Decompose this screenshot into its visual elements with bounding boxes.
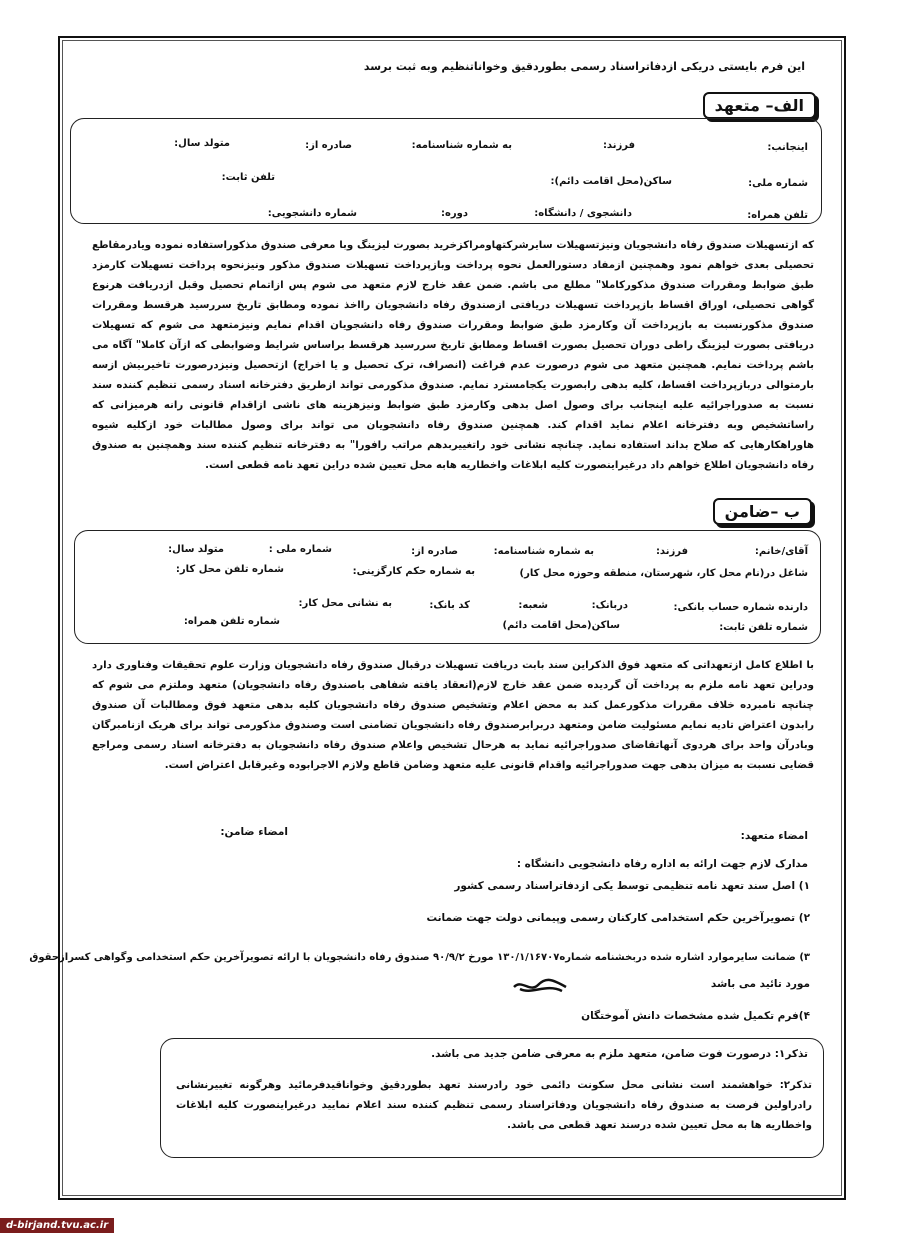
field-landline: تلفن ثابت: (221, 172, 275, 183)
guarantor-employed: شاغل در(نام محل کار، شهرستان، منطقه وحوزه محل کار) (519, 568, 808, 579)
field-issued: صادره از: (305, 140, 352, 151)
section-a-paragraph: که ازتسهیلات صندوق رفاه دانشجویان ونیزتسهیلات سایرشرکتهاومراکزخرید بصورت لیزینگ وبا معرفی صندوق مذکوراستفاده نموده ویادرمقاطع تحصیلی بعدی خواهم نمود وهمچنین ازمفاد دستورالعمل نحوه پرداخت وبازپرداخت تسهیلات صندوق مذکور ونیزنحوه پرداخت تسهیلات کارمزد طبق ضوابط ومقررات صندوق مذکورکاملا" مطلع می باشم. ضمن عقد خارج لازم متعهد می شوم پس ازاتمام تحصیل وقبل ازدریافت هرنوع گواهی تحصیلی، اوراق اقساط بازپرداخت تسهیلات دریافتی ازصندوق رفاه دانشجویان رااخذ نموده ومطابق تاریخ سررسید هرقسط ومقررات صندوق مذکورنسبت به بازپرداخت آن وکارمزد طبق ضوابط ومقررات صندوق رفاه دانشجویان اقدام نمایم ونیزمتعهد می شوم که تسهیلات دریافتی بصورت لیزینگ راطی دوران تحصیل بصورت اقساط ومطابق تاریخ سررسید هرقسط براساس شرایط وضوابطی که ازآن کاملا" آگاه می باشم پرداخت نمایم. همچنین متعهد می شوم درصورت عدم فراغت (انصراف، ترک تحصیل و یا اخراج) ازتحصیل ونیزدرصورت تاخیربیش ازسه بارمتوالی دربازپرداخت اقساط، کلیه بدهی رابصورت یکجامسترد نمایم. صندوق مذکورمی تواند ازطریق دفترخانه اسناد رسمی تنظیم کننده سند نسبت به صدوراجرائیه علیه اینجانب برای وصول اصل بدهی وکارمزد طبق ضوابط ونیزهزینه های ناشی ازاقدام قانونی رانه هرمیزانی که راساتشخیص وبه دفترخانه اعلام نماید اقدام کند. همچنین صندوق رفاه دانشجویان می تواند برای وصول مطالبات خود ازکلیه شیوه هاوراهکارهایی که صلاح بداند استفاده نماید. چنانچه نشانی خود راتغییربدهم مراتب رافورا" به دفترخانه تنظیم کننده سند وهمچنین به صندوق رفاه دانشجویان اطلاع خواهم داد درغیراینصورت کلیه ابلاغات واخطاریه هابه محل تعیین شده دراین تعهد نامه قطعی است. (92, 240, 814, 471)
guarantor-account: دارنده شماره حساب بانکی: (673, 602, 808, 613)
guarantor-id-no: به شماره شناسنامه: (493, 546, 594, 557)
guarantor-bank: دربانک: (591, 600, 628, 611)
guarantor-work-phone: شماره تلفن محل کار: (175, 564, 284, 575)
guarantor-born: متولد سال: (168, 544, 224, 555)
field-student-no: شماره دانشجویی: (267, 208, 357, 219)
field-id-no: به شماره شناسنامه: (411, 140, 512, 151)
documents-title: مدارک لازم جهت ارائه به اداره رفاه دانشجویی دانشگاه : (516, 858, 808, 870)
document-item-3-cont: مورد تائید می باشد (710, 978, 810, 990)
field-child-of: فرزند: (602, 140, 635, 151)
guarantor-work-address: به نشانی محل کار: (298, 598, 392, 609)
guarantor-issued: صادره از: (411, 546, 458, 557)
note-2: تذکر۲: خواهشمند است نشانی محل سکونت دائمی خود رادرسند تعهد بطوردقیق وخواناقیدفرمائید وهرگونه تغییرنشانی رادراولین فرصت به صندوق رفاه دانشجویان ودفاتراسناد رسمی تنظیم کننده سند اعلام نمایید درغیراینصورت کلیه ابلاغات واخطاریه ها به محل تعیین شده درسند تعهد قطعی می باشد. (176, 1080, 812, 1131)
field-student-univ: دانشجوی / دانشگاه: (534, 208, 632, 219)
document-item-3: ۳) ضمانت سایرموارد اشاره شده دربخشنامه شماره۱۳۰/۱/۱۶۷۰۷ مورخ ۹۰/۹/۲ صندوق رفاه دانشجویان با ارائه تصویرآخرین حکم استخدامی وگواهی کسرازحقوق (29, 952, 810, 963)
field-born: متولد سال: (174, 138, 230, 149)
section-a-title: الف– متعهد (703, 92, 816, 119)
field-address: ساکن(محل اقامت دائم): (550, 176, 672, 187)
section-b-paragraph: با اطلاع کامل ازتعهداتی که متعهد فوق الذکراین سند بابت دریافت تسهیلات درقبال صندوق رفاه دانشجویان وزارت علوم تحقیقات وفناوری دارد ودراین تعهد نامه ملزم به پرداخت آن گردیده ضمن عقد خارج لازم(انعقاد یافته شفاهی باصندوق رفاه دانشجویان) متعهد وملتزم می شوم که چنانچه نامبرده خلاف مقررات مذکورعمل کند به محض اعلام وتشخیص صندوق رفاه دانشجویان کلیه بدهی متعهد فوق ومطالبات آن صندوق رابدون اعتراض تادیه نمایم مسئولیت ضامن ومتعهد دربرابرصندوق رفاه دانشجویان تضامنی است وصندوق مذکورمی تواند برای هریک ازنامبرگان وبادرآن واحد برای هردوی آنهاتقاضای صدوراجرائیه نماید به هرحال تشخیص واعلام صندوق رفاه دانشجویان به دفترخانه اسناد رسمی ومراجع قضایی نسبت به میزان بدهی جهت صدوراجرائیه واقدام قانونی علیه متعهد وضامن قاطع ولازم الاجرابوده وغیرقابل اعتراض است. (92, 660, 814, 771)
footer-website[interactable]: d-birjand.tvu.ac.ir (0, 1218, 114, 1233)
guarantor-bank-code: کد بانک: (429, 600, 470, 611)
field-national-id: شماره ملی: (748, 178, 808, 189)
field-mobile: تلفن همراه: (747, 210, 808, 221)
guarantor-landline: شماره تلفن ثابت: (719, 622, 808, 633)
guarantor-mobile: شماره تلفن همراه: (183, 616, 280, 627)
guarantor-national-id: شماره ملی : (268, 544, 332, 555)
document-item-1: ۱) اصل سند تعهد نامه تنظیمی توسط یکی ازدفاتراسناد رسمی کشور (454, 880, 810, 892)
note-1: تذکر۱: درصورت فوت ضامن، متعهد ملزم به معرفی ضامن جدید می باشد. (431, 1048, 808, 1060)
guarantor-signature-label: امضاء ضامن: (220, 826, 288, 838)
field-level: دوره: (440, 208, 468, 219)
guarantor-address: ساکن(محل اقامت دائم) (502, 620, 620, 631)
signature-scribble-icon (512, 975, 568, 997)
section-b-title: ب –ضامن (713, 498, 812, 525)
obligor-signature-label: امضاء متعهد: (740, 830, 808, 842)
guarantor-decree-no: به شماره حکم کارگزینی: (352, 566, 475, 577)
field-name: اینجانب: (767, 142, 808, 153)
guarantor-branch: شعبه: (518, 600, 548, 611)
document-item-4: ۴)فرم تکمیل شده مشخصات دانش آموختگان (581, 1010, 810, 1022)
intro-line: این فرم بایستی دریکی ازدفاتراسناد رسمی بطوردقیق وخواناتنظیم وبه ثبت برسد (363, 60, 805, 73)
guarantor-name: آقای/خانم: (754, 546, 808, 557)
document-item-2: ۲) تصویرآخرین حکم استخدامی کارکنان رسمی وپیمانی دولت جهت ضمانت (426, 912, 810, 924)
guarantor-child-of: فرزند: (655, 546, 688, 557)
